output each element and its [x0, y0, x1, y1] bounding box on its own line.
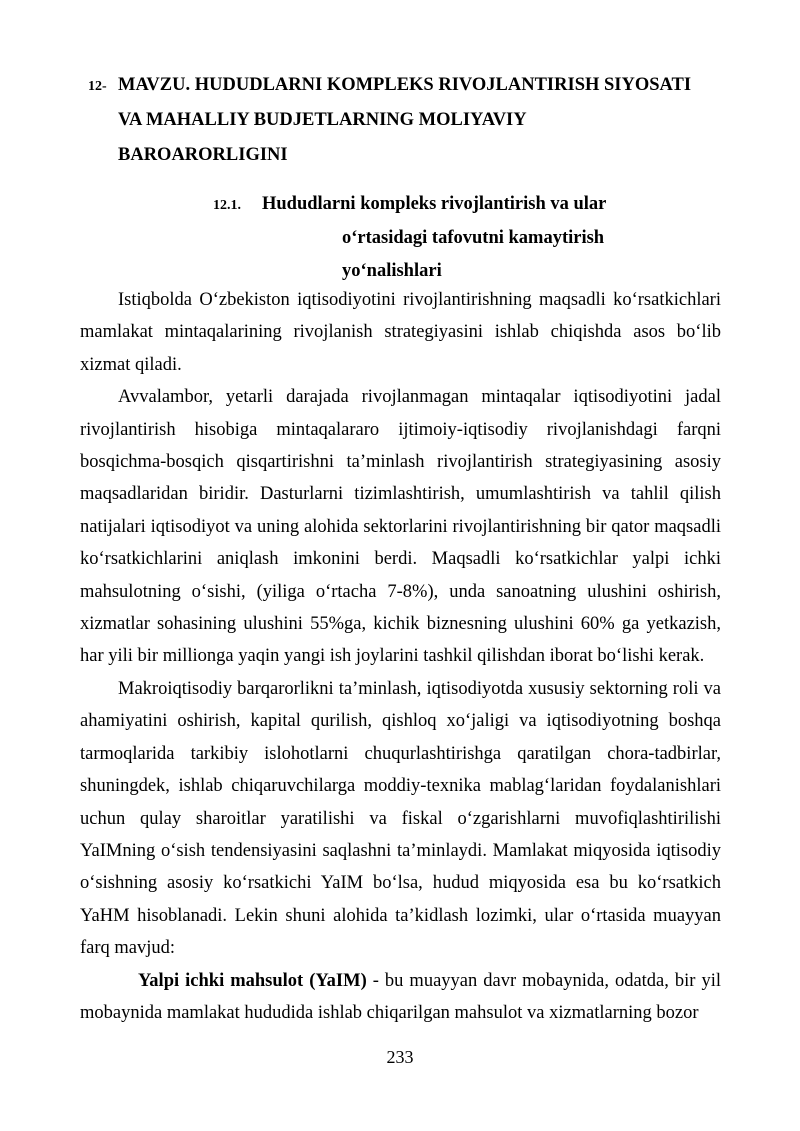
chapter-number: 12- [88, 79, 107, 94]
paragraph: Istiqbolda O‘zbekiston iqtisodiyotini rivojlantirishning maqsadli ko‘rsatkichlari mamlakat mintaqalarining rivojlanish strategiyasini ishlab chiqishda asos bo‘lib xizmat qiladi. [80, 290, 721, 375]
section-title-line: yo‘nalishlari [342, 261, 442, 281]
section-title-line: Hududlarni kompleks rivojlantirish va ular [262, 194, 607, 214]
chapter-title-line: MAVZU. HUDUDLARNI KOMPLEKS RIVOJLANTIRISH SIYOSATI [118, 75, 692, 95]
definition-term: Yalpi ichki mahsulot (YaIM) [138, 970, 367, 991]
definition-text: - bu muayyan davr mobaynida, odatda, bir yil mobaynida mamlakat hududida ishlab chiqarilgan mahsulot va xizmatlarning bozor [80, 970, 721, 1023]
definition-paragraph [80, 965, 721, 1030]
paragraph: Avvalambor, yetarli darajada rivojlanmagan mintaqalar iqtisodiyotini jadal rivojlantirish hisobiga mintaqalararo ijtimoiy-iqtisodiy rivojlanishdagi farqni bosqichma-bosqich qisqartirishni ta’minlash rivojlantirish strategiyasining asosiy maqsadlaridan biridir. Dasturlarni tizimlashtirish, umumlashtirish va tahlil qilish natijalari iqtisodiyot va uning alohida sektorlarini rivojlantirishning bir qator maqsadli ko‘rsatkichlarini aniqlash imkonini berdi. Maqsadli ko‘rsatkichlar yalpi ichki mahsulotning o‘sishi, (yiliga o‘rtacha 7-8%), unda sanoatning ulushini oshirish, xizmatlar sohasining ulushini 55%ga, kichik biznesning ulushini 60% ga yetkazish, har yili bir millionga yaqin yangi ish joylarini tashkil qilishdan iborat bo‘lishi kerak. [80, 387, 721, 667]
page-number: 233 [386, 1047, 414, 1067]
chapter-title [118, 68, 723, 173]
chapter-heading [88, 68, 728, 173]
section-title-line: o‘rtasidagi tafovutni kamaytirish [342, 228, 605, 248]
chapter-title-line: BAROARORLIGINI [118, 145, 288, 165]
paragraph: Makroiqtisodiy barqarorlikni ta’minlash, iqtisodiyotda xususiy sektorning roli va ahamiyatini oshirish, kapital qurilish, qishloq xo‘jaligi va iqtisodiyotning boshqa tarmoqlarida tarkibiy islohotlarni chuqurlashtirishga qaratilgan chora-tadbirlar, shuningdek, ishlab chiqaruvchilarga moddiy-texnika mablag‘laridan foydalanishlari uchun qulay sharoitlar yaratilishi va fiskal o‘zgarishlarni muvofiqlashtirilishi YaIMning o‘sish tendensiyasini saqlashni ta’minlaydi. Mamlakat miqyosida iqtisodiy o‘sishning asosiy ko‘rsatkichi YaIM bo‘lsa, hudud miqyosida esa bu ko‘rsatkich YaHM hisoblanadi. Lekin shuni alohida ta’kidlash lozimki, ular o‘rtasida muayyan farq mavjud: [80, 678, 721, 959]
section-heading [213, 188, 673, 288]
section-number: 12.1. [213, 198, 241, 213]
chapter-title-line: VA MAHALLIY BUDJETLARNING MOLIYAVIY [118, 110, 527, 130]
body-text [80, 284, 721, 1029]
